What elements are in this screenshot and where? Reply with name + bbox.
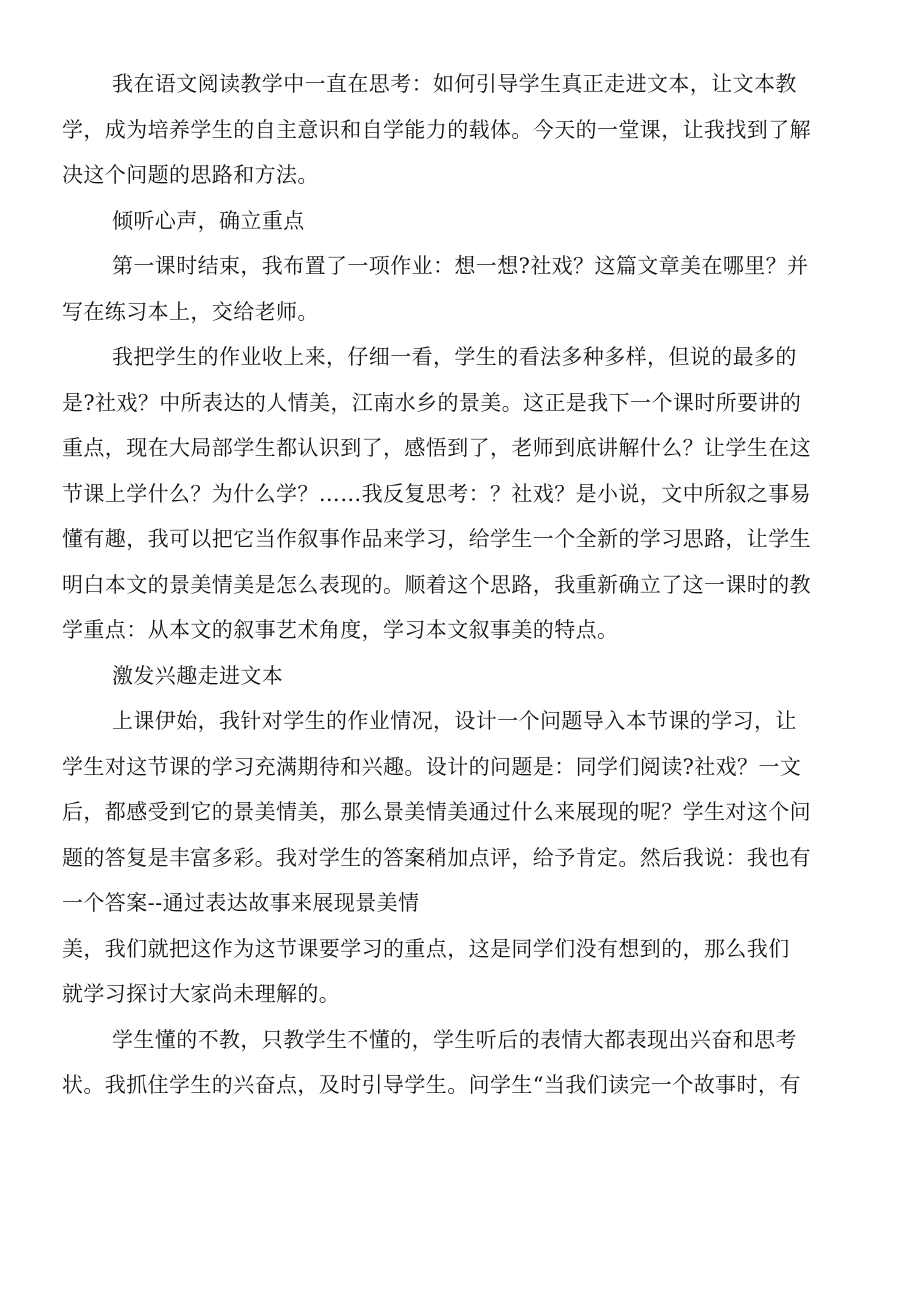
paragraph-lesson-line-4: 题的答复是丰富多彩。我对学生的答案稍加点评，给予肯定。然后我说：我也有	[62, 845, 811, 870]
paragraph-analysis-line-5: 懂有趣，我可以把它当作叙事作品来学习，给学生一个全新的学习思路，让学生	[62, 527, 811, 551]
paragraph-lesson-line-7: 就学习探讨大家尚未理解的。	[62, 982, 341, 1006]
paragraph-lesson-line-5: 一个答案--通过表达故事来展现景美情	[62, 891, 420, 915]
paragraph-teaching-line-1: 学生懂的不教，只教学生不懂的，学生听后的表情大都表现出兴奋和思考	[112, 1027, 797, 1052]
paragraph-intro-line-1: 我在语文阅读教学中一直在思考：如何引导学生真正走进文本，让文本教	[112, 72, 797, 96]
paragraph-lesson-line-6: 美，我们就把这作为这节课要学习的重点，这是同学们没有想到的，那么我们	[62, 936, 790, 961]
paragraph-analysis-line-4: 节课上学什么？为什么学？……我反复思考：？社戏？是小说，文中所叙之事易	[62, 481, 811, 506]
paragraph-teaching-line-2: 状。我抓住学生的兴奋点，及时引导学生。问学生“当我们读完一个故事时，有	[62, 1073, 801, 1097]
paragraph-analysis-line-7: 学重点：从本文的叙事艺术角度，学习本文叙事美的特点。	[62, 618, 619, 642]
paragraph-intro-line-2: 学，成为培养学生的自主意识和自学能力的载体。今天的一堂课，让我找到了解	[62, 117, 811, 142]
paragraph-analysis-line-1: 我把学生的作业收上来，仔细一看，学生的看法多种多样，但说的最多的	[112, 345, 797, 369]
paragraph-analysis-line-3: 重点，现在大局部学生都认识到了，感悟到了，老师到底讲解什么？让学生在这	[62, 436, 811, 460]
paragraph-lesson-line-3: 后，都感受到它的景美情美，那么景美情美通过什么来展现的呢？学生对这个问	[62, 800, 811, 824]
article-body	[62, 62, 862, 1109]
paragraph-analysis-line-6: 明白本文的景美情美是怎么表现的。顺着这个思路，我重新确立了这一课时的教	[62, 572, 811, 597]
paragraph-lesson-line-1: 上课伊始，我针对学生的作业情况，设计一个问题导入本节课的学习，让	[112, 709, 797, 733]
paragraph-homework-line-1: 第一课时结束，我布置了一项作业：想一想?社戏？这篇文章美在哪里？并	[112, 254, 809, 278]
paragraph-intro-line-3: 决这个问题的思路和方法。	[62, 163, 319, 187]
section-heading-interest: 激发兴趣走进文本	[112, 663, 284, 688]
paragraph-homework-line-2: 写在练习本上，交给老师。	[62, 299, 319, 324]
paragraph-analysis-line-2: 是?社戏？中所表达的人情美，江南水乡的景美。这正是我下一个课时所要讲的	[62, 390, 802, 415]
paragraph-lesson-line-2: 学生对这节课的学习充满期待和兴趣。设计的问题是：同学们阅读?社戏？一文	[62, 754, 802, 779]
section-heading-listen: 倾听心声，确立重点	[112, 208, 305, 233]
